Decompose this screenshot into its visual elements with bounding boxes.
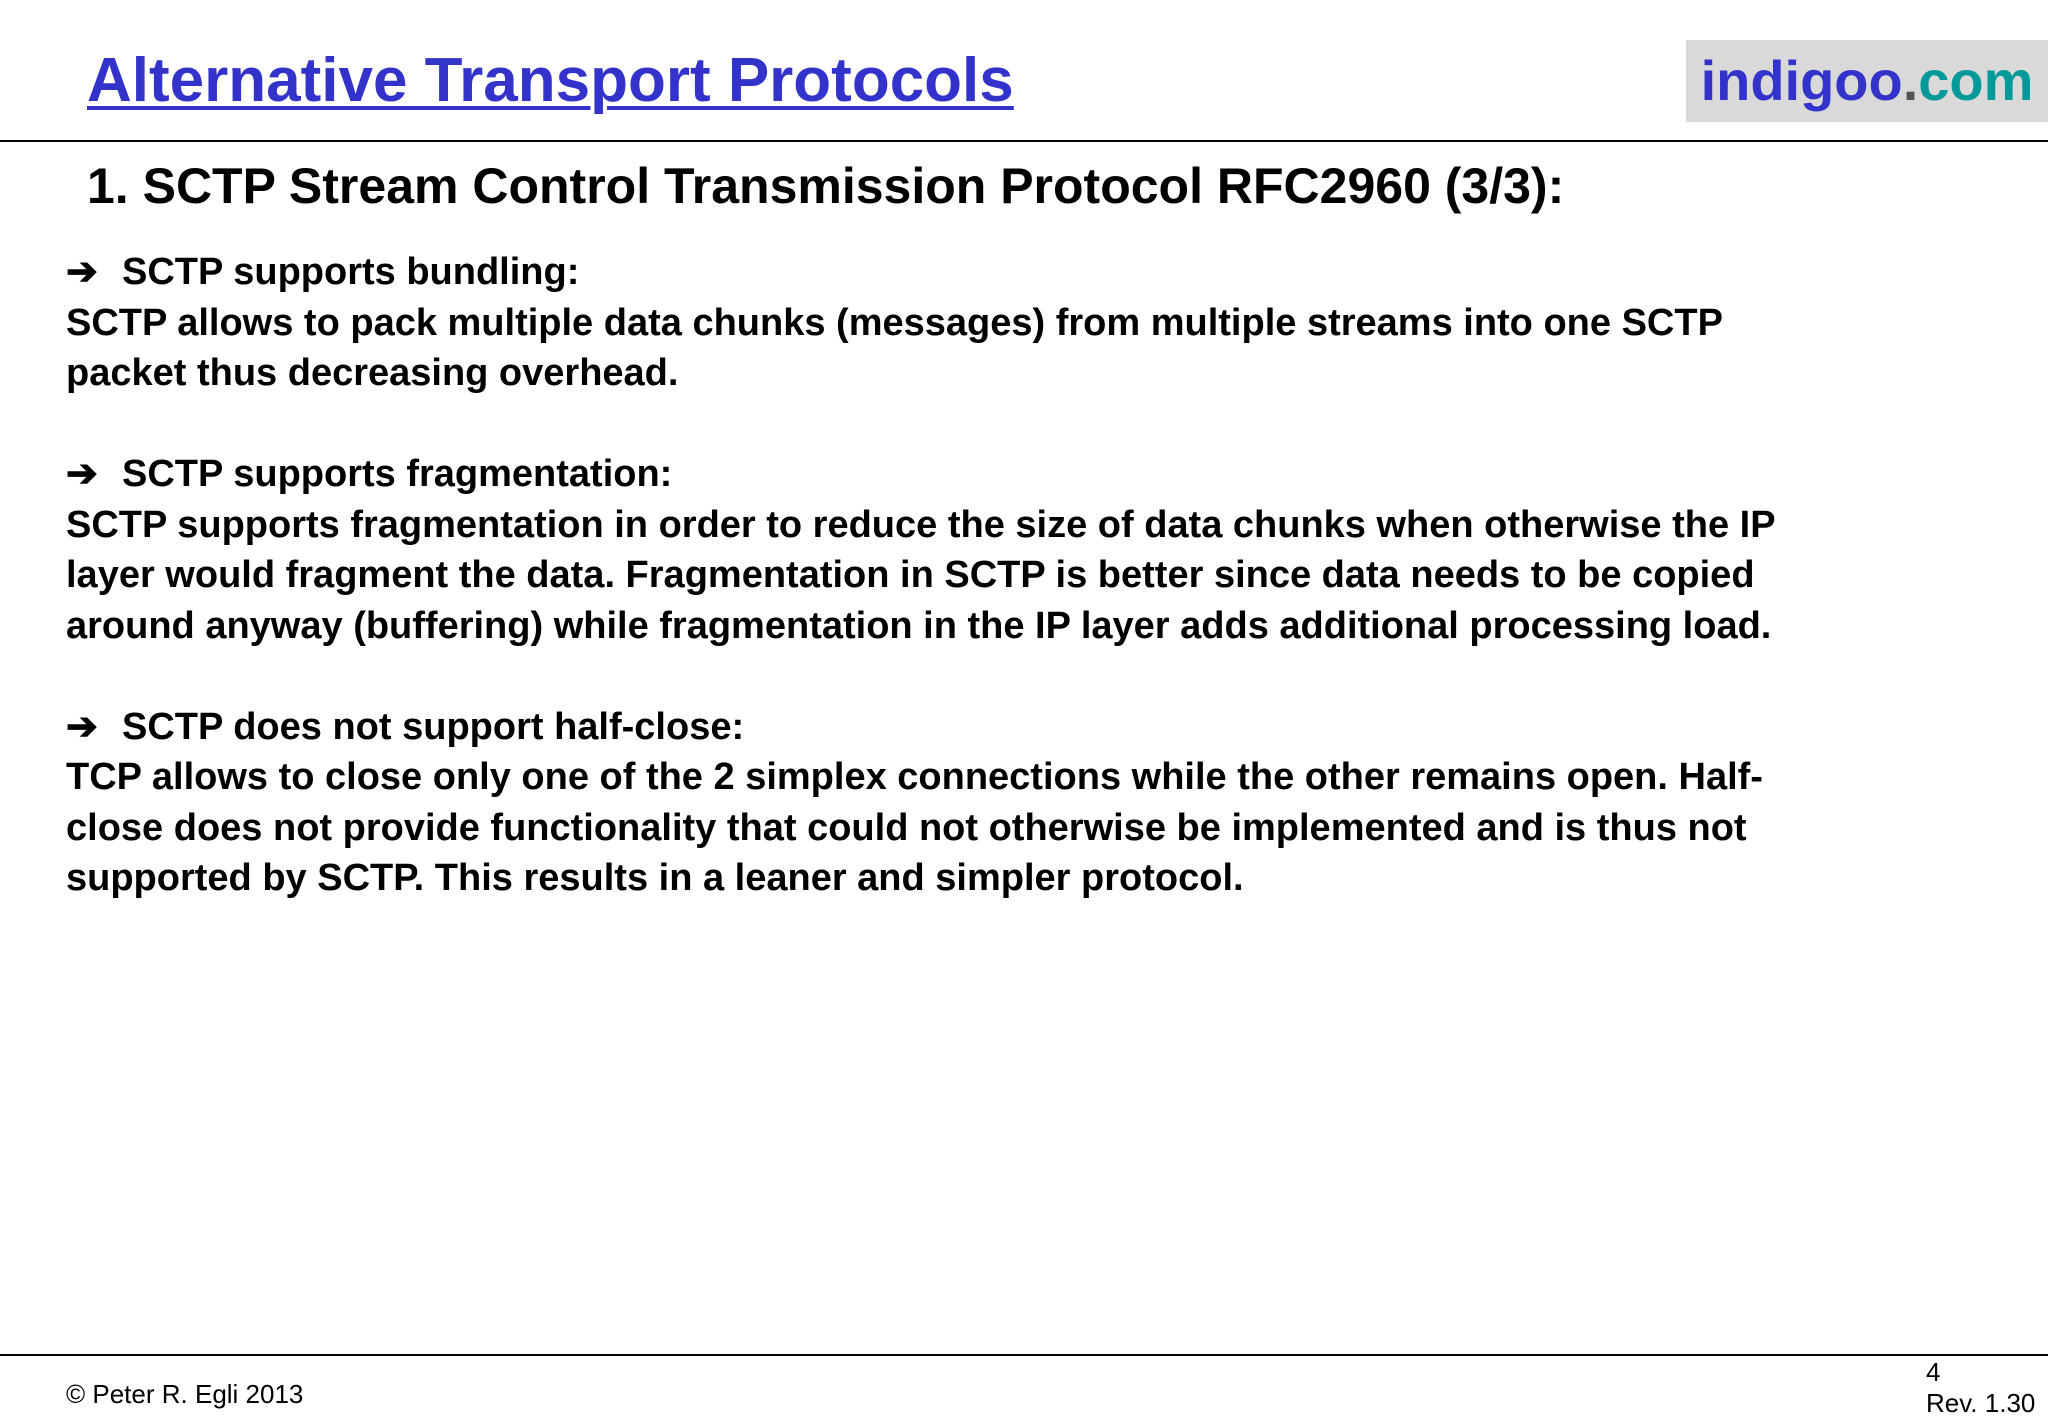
right-arrow-icon: ➔: [66, 453, 98, 495]
body-line: SCTP supports fragmentation in order to reduce the size of data chunks when otherwise the IP: [66, 503, 1776, 546]
slide-content: [66, 247, 2026, 954]
slide-subtitle: 1. SCTP Stream Control Transmission Protocol RFC2960 (3/3):: [87, 158, 1565, 214]
logo: [1686, 40, 2048, 122]
logo-indigoo: indigoo: [1700, 49, 1903, 112]
right-arrow-icon: ➔: [66, 705, 98, 748]
revision: Rev. 1.30: [1926, 1388, 2036, 1418]
slide-title: Alternative Transport Protocols: [87, 46, 1014, 115]
section-heading: [66, 702, 2026, 753]
body-line: TCP allows to close only one of the 2 simplex connections while the other remains open. Half-: [66, 756, 1763, 798]
logo-dot: .: [1902, 49, 1919, 112]
logo-com: com: [1918, 49, 2034, 112]
footer-divider: [0, 1354, 2048, 1356]
body-line: supported by SCTP. This results in a leaner and simpler protocol.: [66, 857, 1244, 899]
body-line: around anyway (buffering) while fragmentation in the IP layer adds additional processing load.: [66, 604, 1772, 647]
body-line: layer would fragment the data. Fragmentation in SCTP is better since data needs to be copied: [66, 554, 1755, 596]
copyright: © Peter R. Egli 2013: [66, 1379, 304, 1409]
body-line: packet thus decreasing overhead.: [66, 352, 679, 394]
body-line: close does not provide functionality that could not otherwise be implemented and is thus not: [66, 806, 1747, 849]
section-heading-text: SCTP does not support half-close:: [122, 705, 745, 748]
section-heading: [66, 449, 2026, 500]
section-heading: [66, 247, 2026, 298]
header-divider: [0, 140, 2048, 142]
section-heading-text: SCTP supports fragmentation:: [122, 453, 673, 495]
section-fragmentation: [66, 449, 2026, 651]
section-half-close: [66, 702, 2026, 904]
section-heading-text: SCTP supports bundling:: [122, 251, 580, 293]
section-bundling: [66, 247, 2026, 399]
body-line: SCTP allows to pack multiple data chunks (messages) from multiple streams into one SCTP: [66, 301, 1723, 344]
right-arrow-icon: ➔: [66, 251, 98, 293]
page-number: 4: [1926, 1357, 1941, 1387]
